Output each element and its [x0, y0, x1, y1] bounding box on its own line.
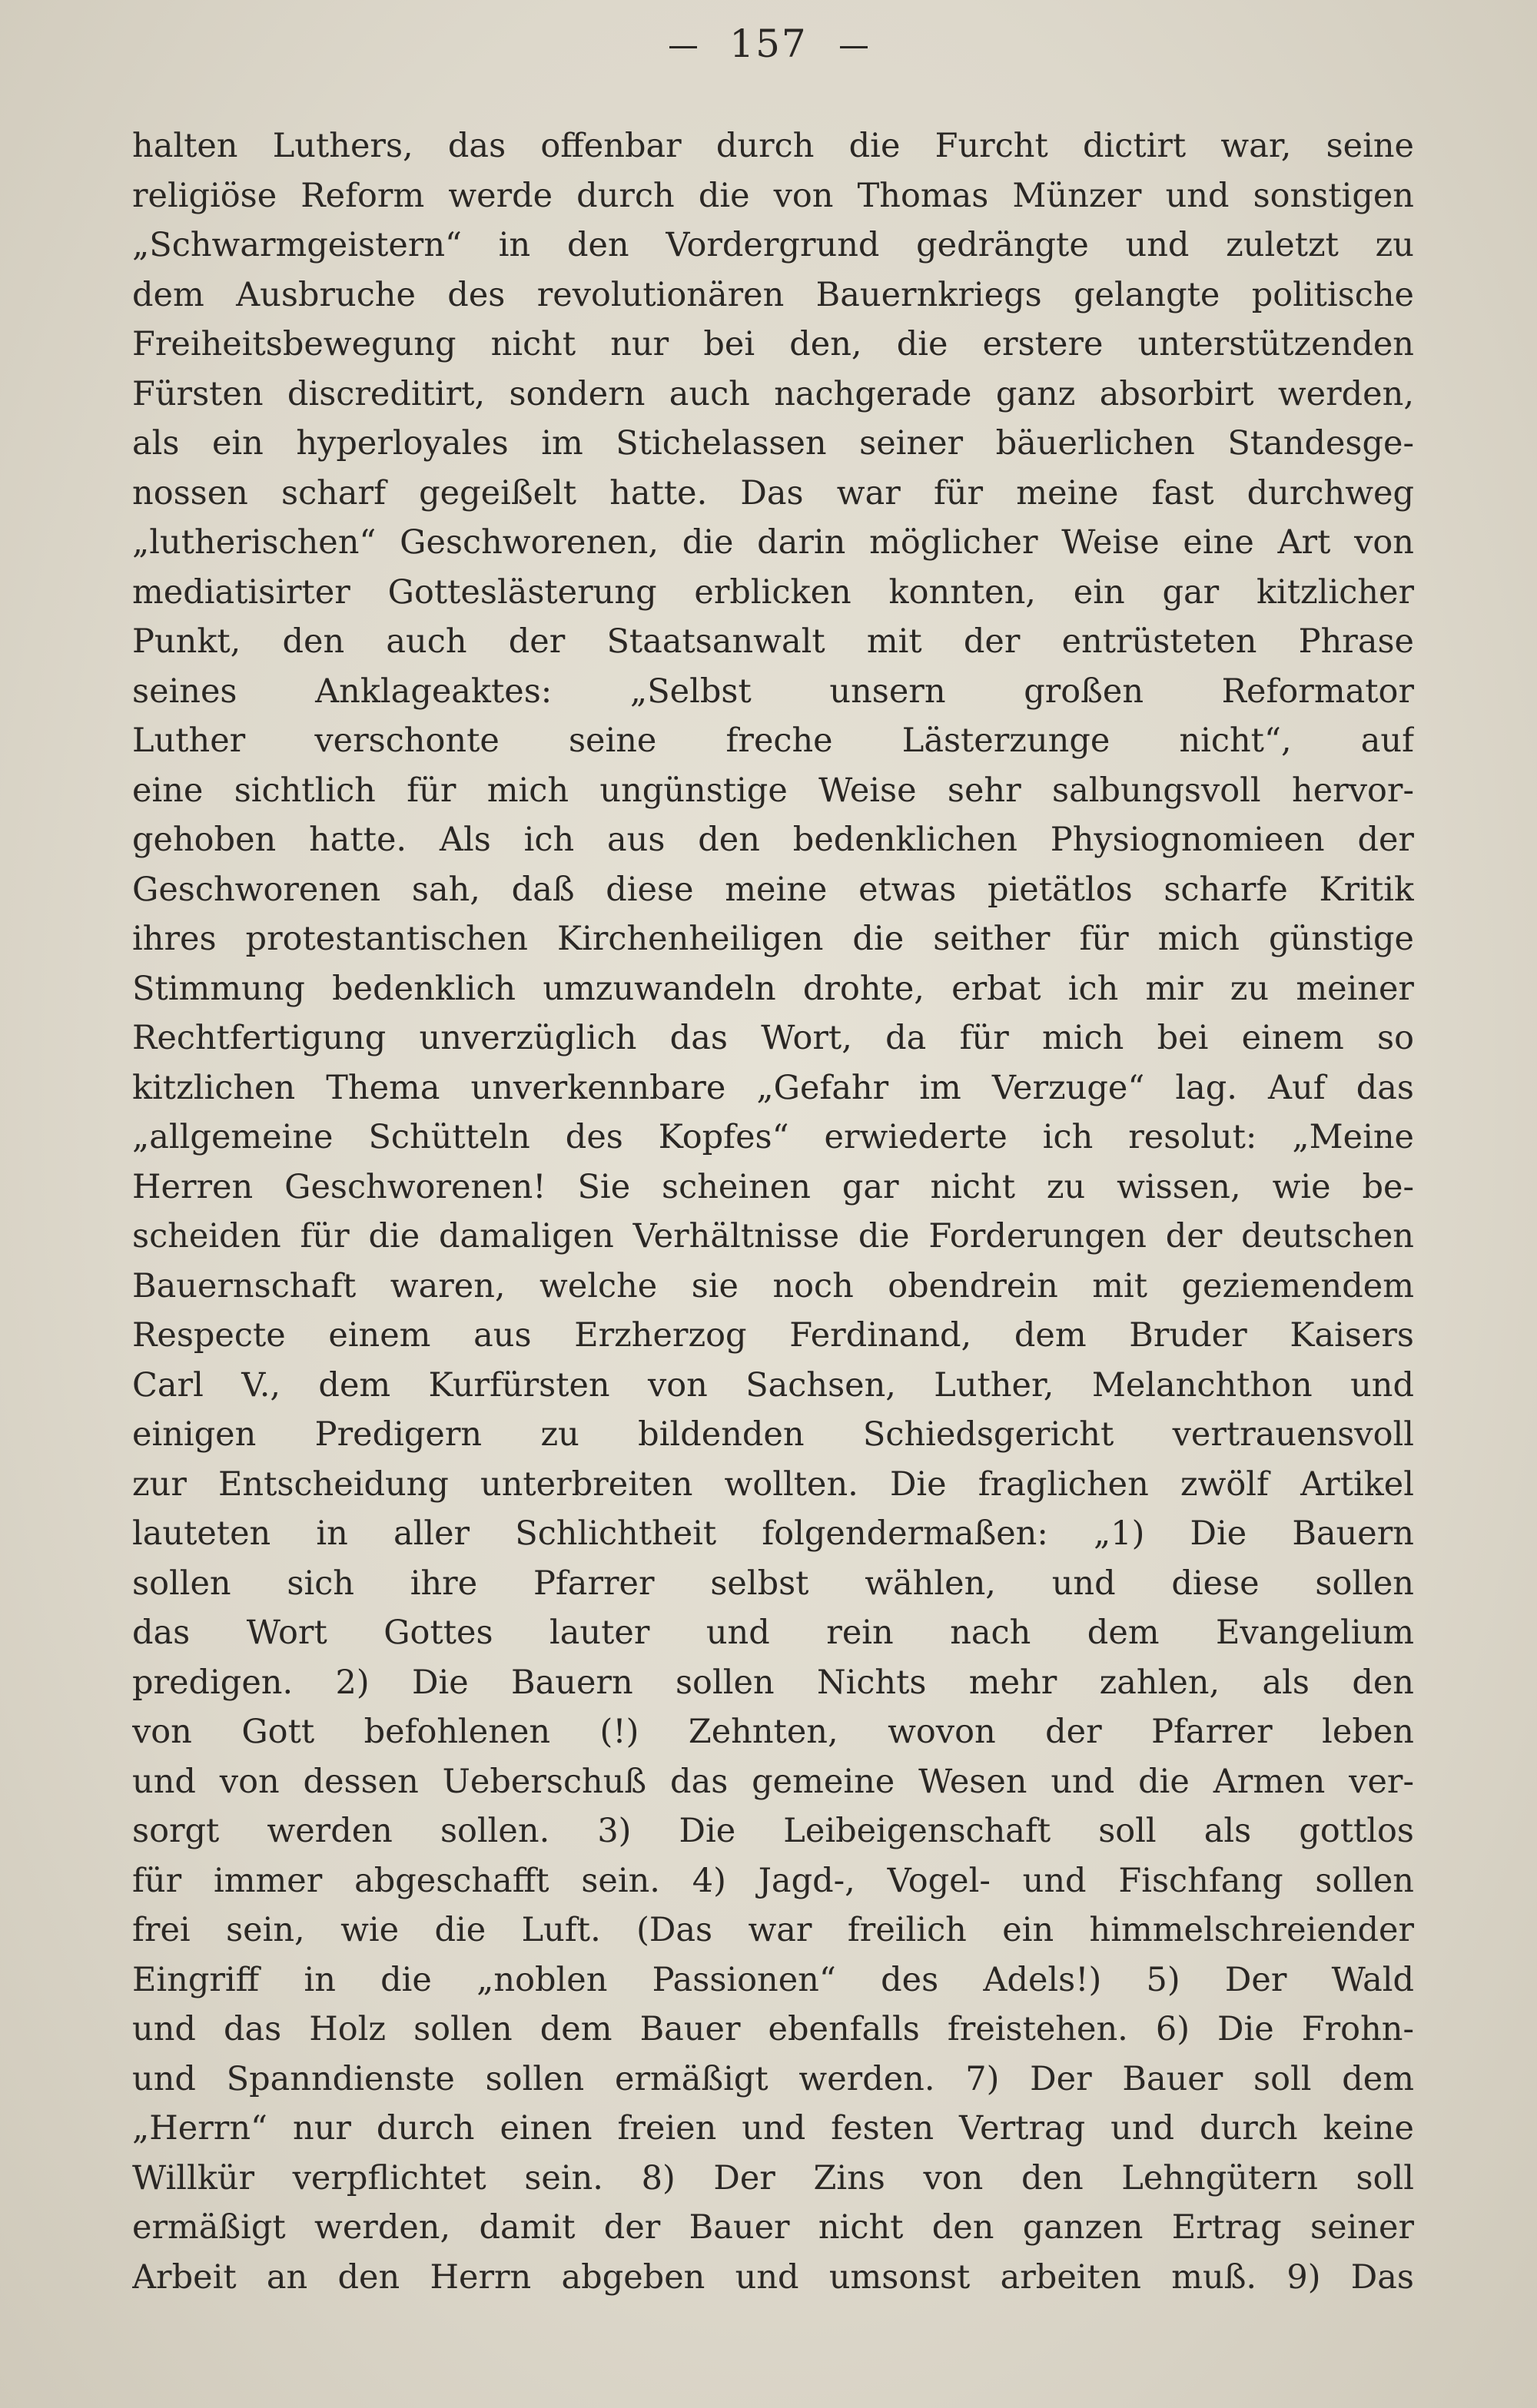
text-line: religiöse Reform werde durch die von Thomas Münzer und sonstigen — [132, 176, 1414, 215]
text-line: „Herrn“ nur durch einen freien und festen Vertrag und durch keine — [132, 2109, 1414, 2148]
text-line: zur Entscheidung unterbreiten wollten. Die fraglichen zwölf Artikel — [132, 1464, 1414, 1504]
text-line: eine sichtlich für mich ungünstige Weise sehr salbungsvoll hervor- — [132, 771, 1414, 810]
text-line: predigen. 2) Die Bauern sollen Nichts mehr zahlen, als den — [132, 1663, 1414, 1702]
text-line: sorgt werden sollen. 3) Die Leibeigenschaft soll als gottlos — [132, 1812, 1414, 1850]
page-number-value: 157 — [729, 22, 808, 66]
page-number — [0, 22, 1537, 66]
text-line: kitzlichen Thema unverkennbare „Gefahr im Verzuge“ lag. Auf das — [132, 1068, 1414, 1107]
page-number-dash-left — [669, 46, 697, 48]
text-line: sollen sich ihre Pfarrer selbst wählen, und diese sollen — [132, 1564, 1414, 1603]
text-line: „allgemeine Schütteln des Kopfes“ erwiederte ich resolut: „Meine — [132, 1118, 1414, 1156]
text-line: Luther verschonte seine freche Lästerzunge nicht“, auf — [132, 721, 1414, 760]
text-line: Herren Geschworenen! Sie scheinen gar nicht zu wissen, wie be- — [132, 1167, 1414, 1206]
text-line: Punkt, den auch der Staatsanwalt mit der entrüsteten Phrase — [132, 622, 1414, 661]
text-line: Respecte einem aus Erzherzog Ferdinand, dem Bruder Kaisers — [132, 1316, 1414, 1355]
text-line: seines Anklageaktes: „Selbst unsern großen Reformator — [132, 672, 1414, 711]
text-line: Rechtfertigung unverzüglich das Wort, da für mich bei einem so — [132, 1019, 1414, 1057]
text-line: „Schwarmgeistern“ in den Vordergrund gedrängte und zuletzt zu — [132, 226, 1414, 264]
text-line: frei sein, wie die Luft. (Das war freilich ein himmelschreiender — [132, 1911, 1414, 1949]
text-line: halten Luthers, das offenbar durch die Furcht dictirt war, seine — [132, 127, 1414, 165]
text-line: Geschworenen sah, daß diese meine etwas pietätlos scharfe Kritik — [132, 870, 1414, 909]
text-line: Bauernschaft waren, welche sie noch obendrein mit geziemendem — [132, 1266, 1414, 1305]
text-line: lauteten in aller Schlichtheit folgendermaßen: „1) Die Bauern — [132, 1514, 1414, 1553]
body-text — [132, 121, 1414, 2302]
page-number-dash-right — [840, 46, 868, 48]
text-line: Carl V., dem Kurfürsten von Sachsen, Luther, Melanchthon und — [132, 1365, 1414, 1405]
text-line: Fürsten discreditirt, sondern auch nachgerade ganz absorbirt werden, — [132, 374, 1414, 413]
text-line: „lutherischen“ Geschworenen, die darin möglicher Weise eine Art von — [132, 523, 1414, 562]
text-line: dem Ausbruche des revolutionären Bauernkriegs gelangte politische — [132, 275, 1414, 314]
text-line: einigen Predigern zu bildenden Schiedsgericht vertrauensvoll — [132, 1415, 1414, 1454]
text-line: gehoben hatte. Als ich aus den bedenklichen Physiognomieen der — [132, 821, 1414, 859]
text-line: das Wort Gottes lauter und rein nach dem Evangelium — [132, 1614, 1414, 1652]
text-line: und das Holz sollen dem Bauer ebenfalls freistehen. 6) Die Frohn- — [132, 2010, 1414, 2048]
text-line: Stimmung bedenklich umzuwandeln drohte, erbat ich mir zu meiner — [132, 969, 1414, 1008]
text-line: nossen scharf gegeißelt hatte. Das war für meine fast durchweg — [132, 473, 1414, 512]
text-line: als ein hyperloyales im Stichelassen seiner bäuerlichen Standesge- — [132, 424, 1414, 463]
text-line: Arbeit an den Herrn abgeben und umsonst arbeiten muß. 9) Das — [132, 2257, 1414, 2297]
text-line: und von dessen Ueberschuß das gemeine Wesen und die Armen ver- — [132, 1762, 1414, 1801]
text-line: Freiheitsbewegung nicht nur bei den, die erstere unterstützenden — [132, 325, 1414, 363]
text-line: von Gott befohlenen (!) Zehnten, wovon der Pfarrer leben — [132, 1713, 1414, 1751]
text-line: mediatisirter Gotteslästerung erblicken konnten, ein gar kitzlicher — [132, 572, 1414, 612]
text-line: Eingriff in die „noblen Passionen“ des Adels!) 5) Der Wald — [132, 1960, 1414, 1999]
text-line: scheiden für die damaligen Verhältnisse die Forderungen der deutschen — [132, 1217, 1414, 1255]
text-line: ihres protestantischen Kirchenheiligen die seither für mich günstige — [132, 920, 1414, 958]
text-line: ermäßigt werden, damit der Bauer nicht den ganzen Ertrag seiner — [132, 2208, 1414, 2247]
text-line: Willkür verpflichtet sein. 8) Der Zins von den Lehngütern soll — [132, 2158, 1414, 2197]
text-line: für immer abgeschafft sein. 4) Jagd-, Vogel- und Fischfang sollen — [132, 1861, 1414, 1900]
text-line: und Spanndienste sollen ermäßigt werden. 7) Der Bauer soll dem — [132, 2059, 1414, 2098]
